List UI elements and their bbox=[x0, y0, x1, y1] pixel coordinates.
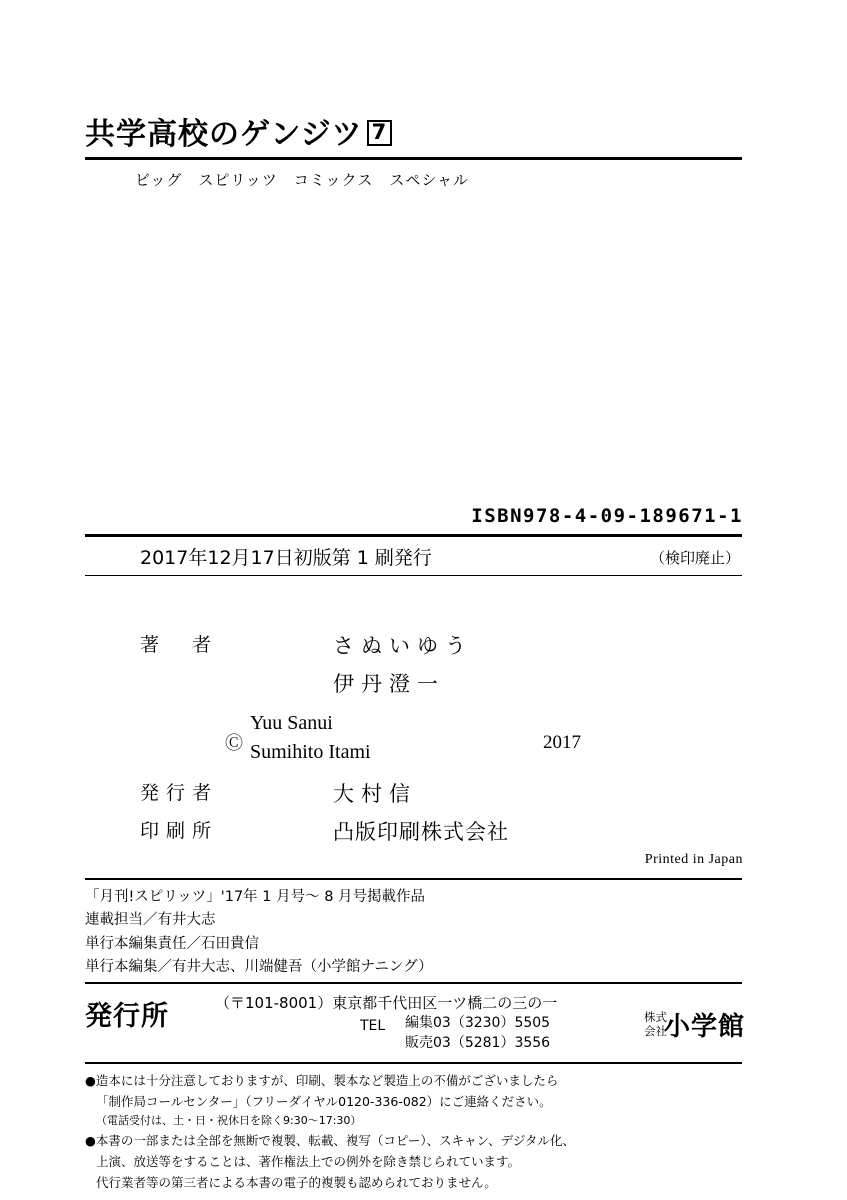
publication-note: （検印廃止） bbox=[649, 549, 740, 567]
credit-label: 著 者 bbox=[140, 634, 219, 656]
copyright-symbol: Ⓒ bbox=[225, 733, 243, 753]
copyright-name: Yuu Sanui bbox=[250, 712, 333, 734]
isbn-divider bbox=[85, 534, 742, 537]
series-label: ビッグ スピリッツ コミックス スペシャル bbox=[135, 171, 470, 189]
volume-number: 7 bbox=[367, 120, 393, 146]
credit-value: 伊丹澄一 bbox=[333, 672, 445, 696]
publisher-tel-sales: 販売03（5281）3556 bbox=[405, 1035, 551, 1052]
publisher-corp-prefix: 株式 会社 bbox=[644, 1010, 667, 1039]
credit-label: 発行者 bbox=[140, 782, 219, 804]
fine-print-line: 代行業者等の第三者による本書の電子的複製も認められておりません。 bbox=[96, 1175, 497, 1191]
publisher-address: （〒101-8001）東京都千代田区一ツ橋二の三の一 bbox=[215, 994, 558, 1012]
credit-row bbox=[85, 630, 745, 668]
publisher-tel-editorial: 編集03（3230）5505 bbox=[405, 1015, 551, 1031]
credit-value: さぬいゆう bbox=[333, 634, 473, 658]
publisher-label: 発行所 bbox=[85, 1001, 169, 1032]
publisher-divider bbox=[85, 1062, 742, 1064]
book-title bbox=[85, 118, 745, 151]
book-title-text: 共学高校のゲンジツ bbox=[85, 117, 363, 152]
copyright-name: Sumihito Itami bbox=[250, 741, 371, 763]
credit-label: 印刷所 bbox=[140, 820, 219, 842]
publisher-tel-lines bbox=[405, 1013, 550, 1054]
fine-print-line: （電話受付は、土・日・祝休日を除く9:30〜17:30） bbox=[96, 1114, 362, 1127]
title-divider bbox=[85, 157, 742, 160]
staff-divider bbox=[85, 982, 742, 984]
credit-value: 凸版印刷株式会社 bbox=[333, 820, 509, 844]
copyright-block bbox=[225, 713, 705, 768]
publisher-tel-label: TEL bbox=[360, 1018, 386, 1034]
publication-row bbox=[85, 540, 745, 570]
publisher-name: 小学館 bbox=[663, 1012, 745, 1042]
title-block bbox=[85, 118, 745, 190]
staff-note-line: 「月刊!スピリッツ」'17年 1 月号〜 8 月号掲載作品 bbox=[85, 889, 426, 905]
staff-notes bbox=[85, 886, 433, 980]
credit-value: 大村信 bbox=[333, 782, 417, 806]
copyright-year: 2017 bbox=[543, 732, 581, 753]
staff-note-line: 単行本編集責任／石田貴信 bbox=[85, 935, 259, 952]
copyright-names bbox=[250, 709, 371, 767]
credits-divider bbox=[85, 878, 742, 880]
publisher-block bbox=[85, 988, 745, 1060]
isbn-code: ISBN978-4-09-189671-1 bbox=[471, 505, 743, 527]
credit-row bbox=[85, 668, 745, 706]
printed-in-japan: Printed in Japan bbox=[644, 852, 743, 867]
fine-print-line: 上演、放送等をすることは、著作権法上での例外を除き禁じられています。 bbox=[96, 1154, 521, 1170]
publication-date: 2017年12月17日初版第 1 刷発行 bbox=[140, 547, 432, 569]
fine-print-block bbox=[85, 1070, 750, 1193]
staff-note-line: 連載担当／有井大志 bbox=[85, 912, 216, 929]
fine-print-line: ●本書の一部または全部を無断で複製、転載、複写（コピー）、スキャン、デジタル化、 bbox=[85, 1133, 575, 1149]
credit-row bbox=[85, 816, 745, 854]
fine-print-line: ●造本には十分注意しておりますが、印刷、製本など製造上の不備がございましたら bbox=[85, 1073, 559, 1088]
staff-note-line: 単行本編集／有井大志、川端健吾（小学館ナニング） bbox=[85, 959, 433, 976]
credit-row bbox=[85, 778, 745, 816]
publication-divider bbox=[85, 575, 742, 576]
fine-print-line: 「制作局コールセンター」（フリーダイヤル0120-336-082）にご連絡ください。 bbox=[96, 1094, 552, 1109]
